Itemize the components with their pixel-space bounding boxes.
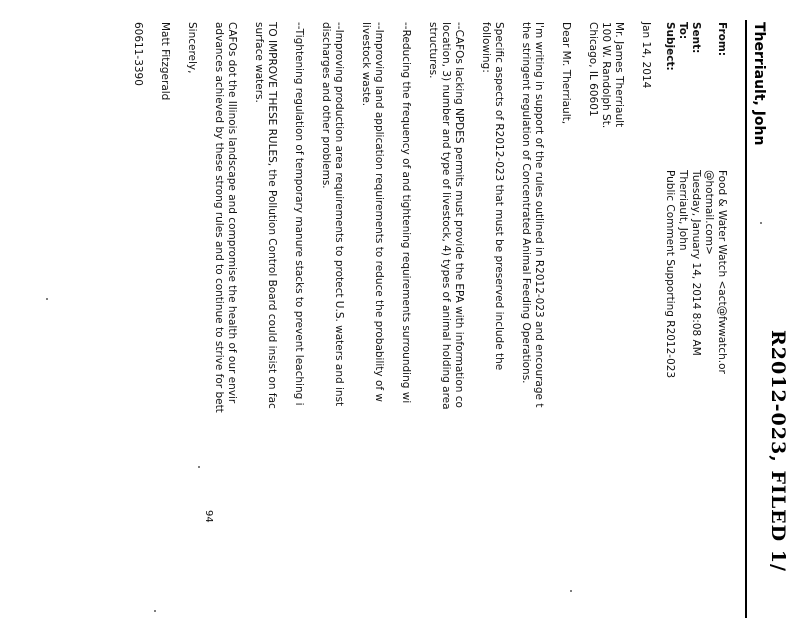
to-value: Therriault, John <box>677 170 689 251</box>
sent-label: Sent: <box>690 22 702 54</box>
body-paragraph <box>131 22 144 618</box>
address-line: Mr. James Therriault <box>613 22 625 128</box>
body-paragraphs <box>131 22 545 618</box>
from-value-line-2: @hotmail.com> <box>703 170 715 255</box>
paragraph-line: I'm writing in support of the rules outlined in R2012-023 and encourage t <box>533 22 545 408</box>
paragraph-line: Matt Fitzgerald <box>159 22 171 101</box>
scan-speck <box>46 298 48 300</box>
scan-speck <box>198 466 200 468</box>
paragraph-line: --CAFOs lacking NPDES permits must provide the EPA with information co <box>453 22 465 408</box>
body-paragraph <box>292 22 305 618</box>
body-paragraph <box>158 22 171 618</box>
filing-stamp: R2012-023, FILED 1/ <box>767 330 789 572</box>
letter-body <box>117 22 652 618</box>
from-value-line-1: Food & Water Watch <act@fwwatch.or <box>716 170 728 374</box>
paragraph-line: Sincerely, <box>186 22 198 74</box>
paragraph-line: --Improving land application requirements to reduce the probability of w <box>373 22 385 403</box>
paragraph-line: TO IMPROVE THESE RULES, the Pollution Control Board could insist on fac <box>266 22 278 409</box>
paragraph-line: following: <box>480 22 492 73</box>
body-paragraph <box>479 22 505 618</box>
paragraph-line: location, 3) number and type of livestock, 4) types of animal holding area <box>440 22 452 410</box>
salutation: Dear Mr. Therriault, <box>560 22 572 125</box>
body-paragraph <box>252 22 278 618</box>
sent-value: Tuesday, January 14, 2014 8:08 AM <box>690 170 702 356</box>
page-number: 94 <box>203 510 214 523</box>
paragraph-line: the stringent regulation of Concentrated Animal Feeding Operations. <box>520 22 532 384</box>
paragraph-line: --Reducing the frequency of and tightening requirements surrounding wi <box>400 22 412 404</box>
recipient-address <box>586 22 625 618</box>
paragraph-line: advances achieved by these strong rules and to continue to strive for bett <box>213 22 225 413</box>
paragraph-line: CAFOs dot the Illinois landscape and compromise the health of our envir <box>226 22 238 404</box>
paragraph-line: 60611-3390 <box>132 22 144 86</box>
from-label: From: <box>716 22 728 57</box>
address-line: Chicago, IL 60601 <box>587 22 599 117</box>
body-paragraph <box>399 22 412 618</box>
to-label: To: <box>677 22 689 40</box>
subject-value: Public Comment Supporting R2012-023 <box>664 170 676 379</box>
body-paragraph <box>426 22 465 618</box>
paragraph-line: livestock waste. <box>360 22 372 107</box>
body-paragraph <box>359 22 385 618</box>
paragraph-line: surface waters. <box>253 22 265 103</box>
body-paragraph <box>212 22 238 618</box>
heading-rule <box>745 20 747 618</box>
paragraph-line: --Tightening regulation of temporary manure stacks to prevent leaching i <box>293 22 305 406</box>
address-line: 100 W. Randolph St. <box>600 22 612 129</box>
paragraph-line: structures. <box>427 22 439 79</box>
paragraph-line: discharges and other problems. <box>320 22 332 189</box>
body-paragraph <box>519 22 545 618</box>
subject-label: Subject: <box>664 22 676 71</box>
body-paragraph <box>319 22 345 618</box>
scan-speck <box>570 590 572 592</box>
paragraph-line: --Improving production area requirements to protect U.S. waters and inst <box>333 22 345 407</box>
paragraph-line: Specific aspects of R2012-023 that must be preserved include the <box>493 22 505 371</box>
scan-speck <box>154 610 156 612</box>
sender-name-heading: Therriault, John <box>751 22 767 146</box>
scan-speck <box>760 222 762 224</box>
body-paragraph <box>185 22 198 618</box>
letter-date: Jan 14, 2014 <box>640 22 652 89</box>
